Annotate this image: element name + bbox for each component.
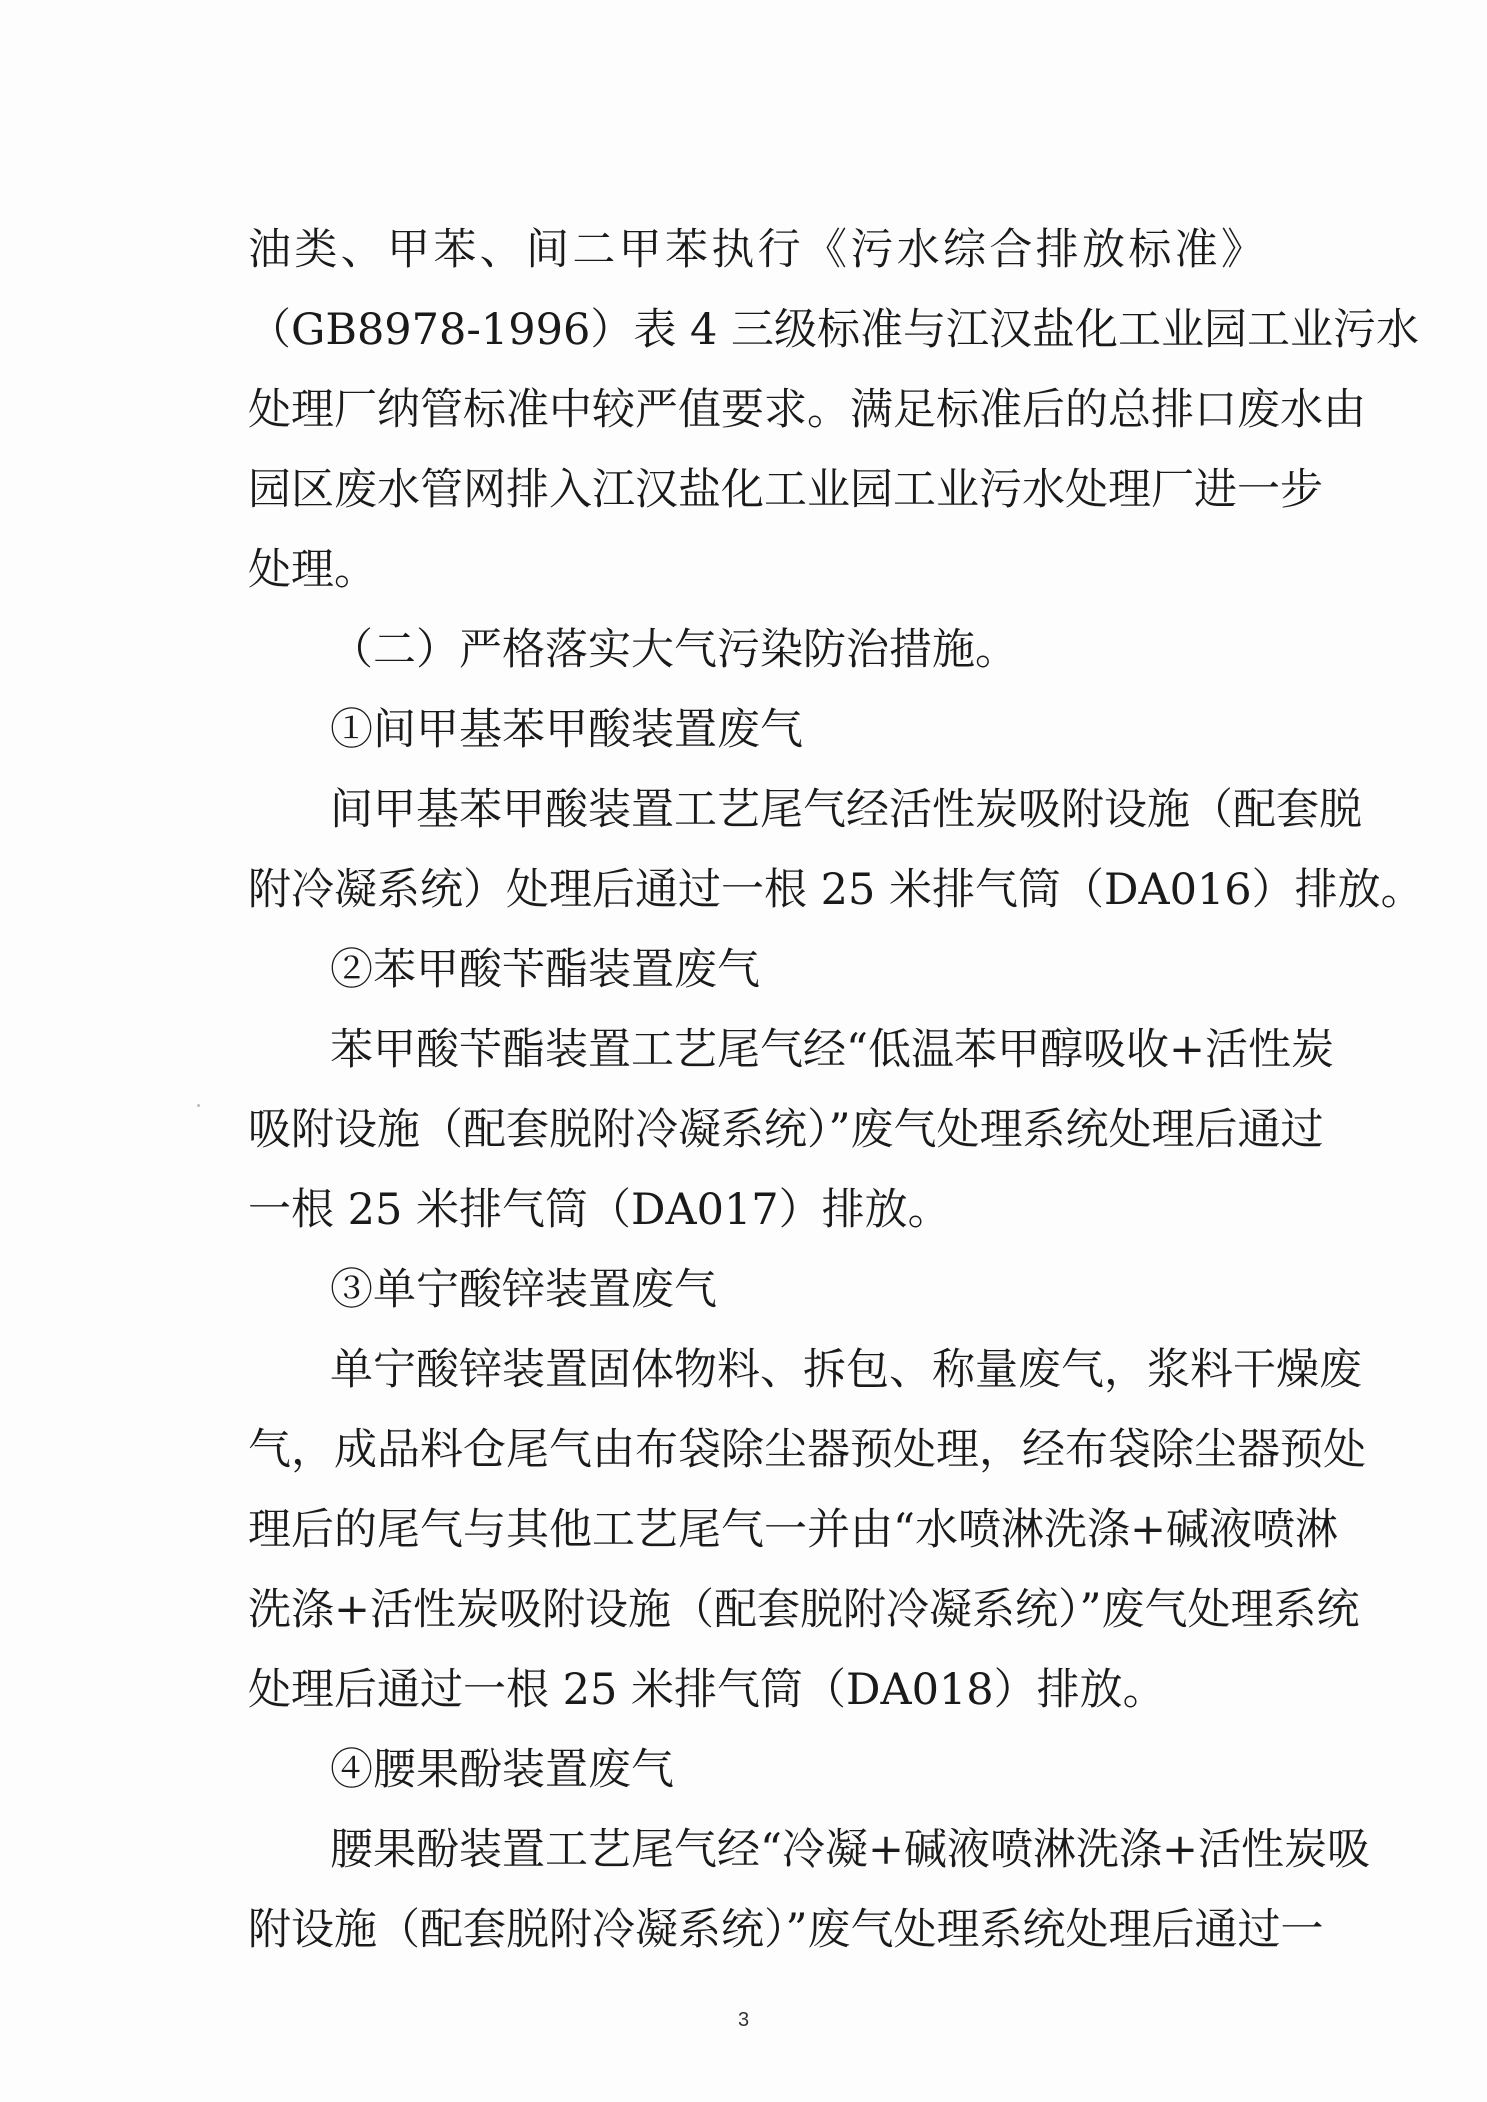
text-line: 附冷凝系统）处理后通过一根 25 米排气筒（DA016）排放。 bbox=[248, 865, 1424, 915]
text-line: 吸附设施（配套脱附冷凝系统）”废气处理系统处理后通过 bbox=[248, 1105, 1324, 1155]
text-line: 园区废水管网排入江汉盐化工业园工业污水处理厂进一步 bbox=[248, 465, 1323, 515]
text-line: 洗涤+活性炭吸附设施（配套脱附冷凝系统）”废气处理系统 bbox=[248, 1585, 1360, 1635]
paragraph-first-line: 腰果酚装置工艺尾气经“冷凝+碱液喷淋洗涤+活性炭吸 bbox=[330, 1825, 1371, 1875]
text-line: 处理。 bbox=[248, 545, 377, 595]
subsection-heading: ③单宁酸锌装置废气 bbox=[330, 1265, 717, 1315]
paragraph-first-line: 苯甲酸苄酯装置工艺尾气经“低温苯甲醇吸收+活性炭 bbox=[330, 1025, 1335, 1075]
subsection-heading: ①间甲基苯甲酸装置废气 bbox=[330, 705, 803, 755]
page-number: 3 bbox=[737, 2009, 750, 2031]
scan-speck bbox=[197, 1104, 200, 1107]
text-line: 附设施（配套脱附冷凝系统）”废气处理系统处理后通过一 bbox=[248, 1905, 1324, 1955]
subsection-heading: ④腰果酚装置废气 bbox=[330, 1745, 674, 1795]
subsection-heading: ②苯甲酸苄酯装置废气 bbox=[330, 945, 760, 995]
paragraph-first-line: 单宁酸锌装置固体物料、拆包、称量废气，浆料干燥废 bbox=[330, 1345, 1362, 1395]
text-line: 理后的尾气与其他工艺尾气一并由“水喷淋洗涤+碱液喷淋 bbox=[248, 1505, 1339, 1555]
section-heading: （二）严格落实大气污染防治措施。 bbox=[330, 625, 1018, 675]
text-line: 处理厂纳管标准中较严值要求。满足标准后的总排口废水由 bbox=[248, 385, 1366, 435]
text-line: 一根 25 米排气筒（DA017）排放。 bbox=[248, 1185, 951, 1235]
paragraph-first-line: 间甲基苯甲酸装置工艺尾气经活性炭吸附设施（配套脱 bbox=[330, 785, 1362, 835]
text-line: 油类、甲苯、间二甲苯执行《污水综合排放标准》 bbox=[248, 225, 1264, 275]
text-line: （GB8978-1996）表 4 三级标准与江汉盐化工业园工业污水 bbox=[248, 305, 1420, 355]
text-line: 气，成品料仓尾气由布袋除尘器预处理，经布袋除尘器预处 bbox=[248, 1425, 1366, 1475]
text-line: 处理后通过一根 25 米排气筒（DA018）排放。 bbox=[248, 1665, 1166, 1715]
